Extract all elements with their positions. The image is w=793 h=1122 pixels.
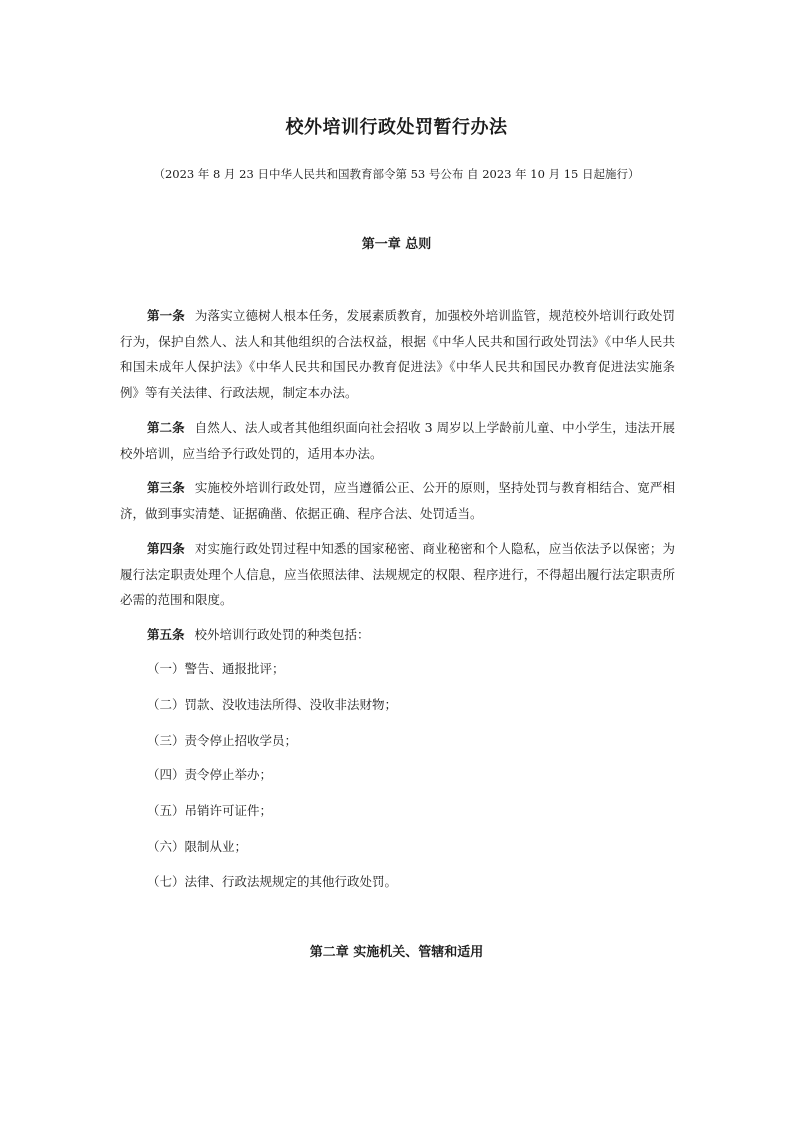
article-number: 第一条 [147, 308, 185, 323]
article [120, 303, 675, 405]
penalty-list-item: （四）责令停止举办； [147, 767, 273, 782]
article-number: 第四条 [147, 541, 185, 556]
document-title: 校外培训行政处罚暂行办法 [285, 117, 508, 138]
penalty-list-item: （五）吊销许可证件； [147, 803, 273, 818]
article-number: 第二条 [147, 420, 185, 435]
article-text: 自然人、法人或者其他组织面向社会招收 3 周岁以上学龄前儿童、中小学生，违法开展校外培训，应当给予行政处罚的，适用本办法。 [120, 420, 675, 461]
article-text: 为落实立德树人根本任务，发展素质教育，加强校外培训监管，规范校外培训行政处罚行为，保护自然人、法人和其他组织的合法权益，根据《中华人民共和国行政处罚法》《中华人民共和国未成年人保护法》《中华人民共和国民办教育促进法》《中华人民共和国民办教育促进法实施条例》等有关法律、行政法规，制定本办法。 [120, 308, 675, 400]
document-subtitle: （2023 年 8 月 23 日中华人民共和国教育部令第 53 号公布 自 2023 年 10 月 15 日起施行） [153, 167, 640, 181]
penalty-list-item: （三）责令停止招收学员； [147, 733, 298, 748]
penalty-list-item: （一）警告、通报批评； [147, 661, 285, 676]
article [120, 475, 675, 526]
article-text: 实施校外培训行政处罚，应当遵循公正、公开的原则，坚持处罚与教育相结合、宽严相济，做到事实清楚、证据确凿、依据正确、程序合法、处罚适当。 [120, 480, 675, 521]
penalty-list-item: （六）限制从业； [147, 839, 248, 854]
chapter-heading: 第二章 实施机关、管辖和适用 [309, 945, 484, 960]
penalty-list-item: （二）罚款、没收违法所得、没收非法财物； [147, 697, 398, 712]
article [120, 415, 675, 466]
article [120, 622, 675, 648]
article-number: 第五条 [147, 627, 185, 642]
article-text: 校外培训行政处罚的种类包括： [194, 627, 370, 642]
chapter-heading: 第一章 总则 [361, 237, 432, 252]
penalty-list-item: （七）法律、行政法规规定的其他行政处罚。 [147, 874, 398, 889]
article-text: 对实施行政处罚过程中知悉的国家秘密、商业秘密和个人隐私，应当依法予以保密；为履行法定职责处理个人信息，应当依照法律、法规规定的权限、程序进行，不得超出履行法定职责所必需的范围和限度。 [120, 541, 675, 607]
article [120, 536, 675, 613]
article-number: 第三条 [147, 480, 185, 495]
